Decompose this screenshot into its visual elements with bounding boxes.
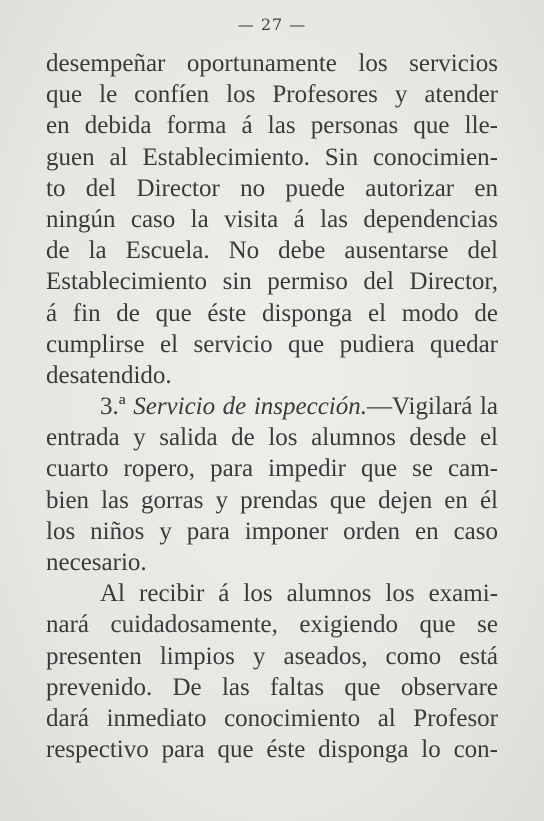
text-line: guen al Establecimiento. Sin conocimien-	[46, 143, 498, 171]
text-line: desatendido.	[46, 361, 172, 389]
text-line: en debida forma á las personas que lle-	[46, 112, 498, 140]
text-line: Establecimiento sin permiso del Director,	[46, 268, 498, 296]
text-line: de la Escuela. No debe ausentarse del	[46, 237, 498, 265]
text-line: presenten limpios y aseados, como está	[46, 642, 498, 670]
page-number: — 27 —	[237, 15, 307, 34]
text-line: ningún caso la visita á las dependencias	[46, 205, 498, 233]
text-line: á fin de que éste disponga el modo de	[46, 299, 498, 327]
text-line: respectivo para que éste disponga lo con-	[46, 736, 498, 764]
text-line: prevenido. De las faltas que observare	[46, 673, 498, 701]
paragraph-first-line: Al recibir á los alumnos los exami-	[100, 580, 498, 608]
text-line: to del Director no puede autorizar en	[46, 174, 498, 202]
text-line: necesario.	[46, 549, 147, 576]
section-heading-line	[46, 391, 498, 422]
text-line: dará inmediato conocimiento al Profesor	[46, 704, 498, 732]
text-line: bien las gorras y prendas que dejen en él	[46, 486, 498, 514]
text-line: entrada y salida de los alumnos desde el	[46, 424, 498, 452]
text-line: los niños y para imponer orden en caso	[46, 517, 498, 545]
text-line: nará cuidadosamente, exigiendo que se	[46, 611, 498, 639]
text-line: desempeñar oportunamente los servicios	[46, 50, 498, 77]
text-line: cumplirse el servicio que pudiera quedar	[46, 330, 498, 358]
section-title: Servicio de inspección.	[133, 393, 367, 421]
text-line: que le confíen los Profesores y atender	[46, 81, 498, 109]
section-number: 3.ª	[100, 393, 126, 421]
text-line: cuarto ropero, para impedir que se cam-	[46, 455, 498, 483]
body-text	[46, 48, 498, 765]
section-first-line-rest: —Vigilará la	[367, 393, 499, 421]
